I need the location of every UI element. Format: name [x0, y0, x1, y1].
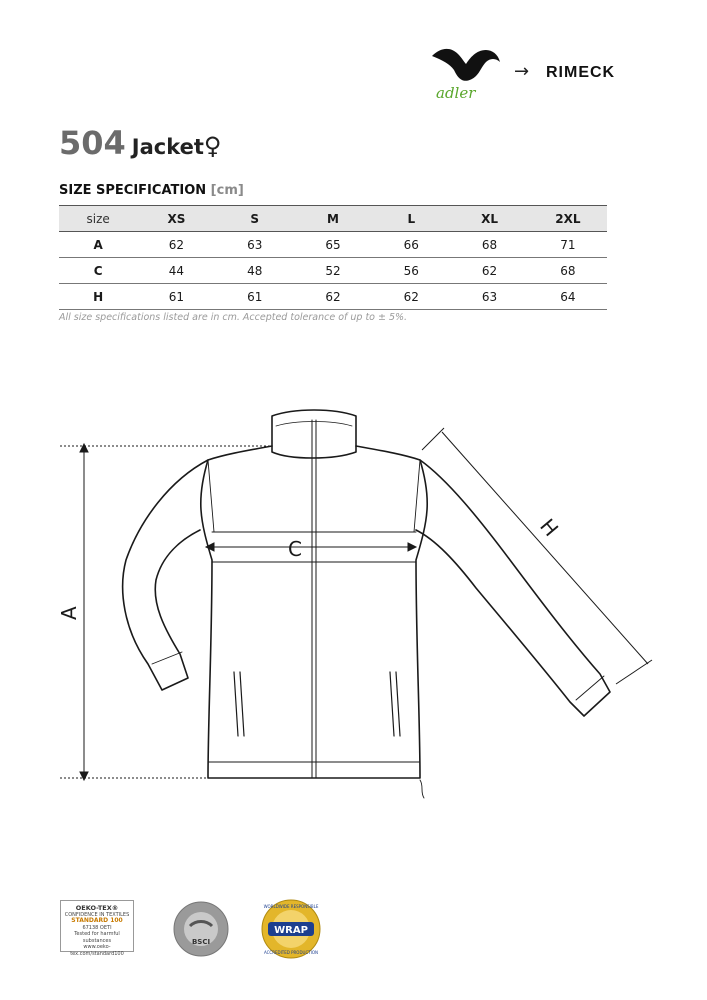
oeko-tested: Tested for harmful substances — [74, 931, 120, 944]
spec-unit: [cm] — [210, 183, 244, 198]
oeko-standard: STANDARD 100 — [71, 917, 123, 924]
table-cell: 61 — [247, 289, 263, 304]
header-cell: XL — [481, 211, 498, 226]
header-cell: L — [407, 211, 416, 226]
table-row — [59, 284, 607, 310]
tolerance-note: All size specifications listed are in cm. Accepted tolerance of up to ± 5%. — [59, 312, 408, 323]
adler-logo-text: adler — [436, 84, 476, 102]
table-cell: 52 — [325, 263, 341, 278]
table-cell: 56 — [403, 263, 419, 278]
table-cell: 66 — [403, 237, 419, 252]
dimension-label-a: A — [57, 606, 81, 620]
table-cell: 62 — [403, 289, 419, 304]
table-row — [59, 232, 607, 258]
dimension-label-h: H — [535, 513, 564, 541]
oeko-code: 67138 OETI — [82, 924, 112, 931]
product-title — [59, 124, 222, 162]
header-cell: S — [250, 211, 260, 226]
table-cell: 64 — [560, 289, 576, 304]
table-cell: 63 — [481, 289, 498, 304]
header-cell: XS — [167, 211, 186, 226]
dimension-label-c: C — [288, 537, 302, 561]
spec-heading-text: SIZE SPECIFICATION — [59, 183, 207, 198]
oeko-url: www.oeko-tex.com/standard100 — [70, 944, 124, 957]
arrow-icon: → — [514, 61, 530, 82]
table-cell: 62 — [325, 289, 341, 304]
table-cell: 63 — [247, 237, 263, 252]
table-cell: 71 — [560, 237, 576, 252]
table-cell: 62 — [168, 237, 185, 252]
wrap-bottom-text: ACCREDITED PRODUCTION — [263, 950, 319, 955]
rimeck-logo-text: RIMECK — [546, 64, 616, 81]
jacket-diagram — [0, 380, 707, 810]
header-cell: size — [86, 211, 110, 226]
oeko-title: OEKO-TEX® — [75, 904, 119, 912]
eagle-icon — [430, 44, 502, 88]
table-cell: 48 — [247, 263, 263, 278]
size-table-header — [59, 206, 607, 232]
oeko-tex-badge — [60, 900, 134, 957]
wrap-text: WRAP — [274, 925, 308, 936]
table-cell: 68 — [481, 237, 498, 252]
product-name: Jacket — [131, 135, 204, 159]
table-cell: 65 — [325, 237, 341, 252]
bsci-badge — [172, 900, 230, 958]
row-label: A — [93, 237, 103, 252]
table-cell: 68 — [560, 263, 576, 278]
table-cell: 61 — [168, 289, 185, 304]
brand-logos — [430, 44, 670, 106]
product-number: 504 — [59, 124, 126, 162]
wrap-top-text: WORLDWIDE RESPONSIBLE — [263, 904, 319, 909]
bsci-text: BSCI — [191, 938, 211, 946]
table-cell: 62 — [481, 263, 498, 278]
table-row — [59, 258, 607, 284]
row-label: C — [93, 263, 103, 278]
wrap-badge — [258, 898, 324, 960]
header-cell: M — [327, 211, 339, 226]
header-cell: 2XL — [555, 211, 581, 226]
table-cell: 44 — [168, 263, 185, 278]
size-table — [59, 205, 607, 310]
oeko-sub: CONFIDENCE IN TEXTILES — [64, 911, 130, 918]
spec-heading — [59, 183, 244, 198]
female-symbol-icon: ♀ — [203, 132, 222, 160]
row-label: H — [93, 289, 104, 304]
